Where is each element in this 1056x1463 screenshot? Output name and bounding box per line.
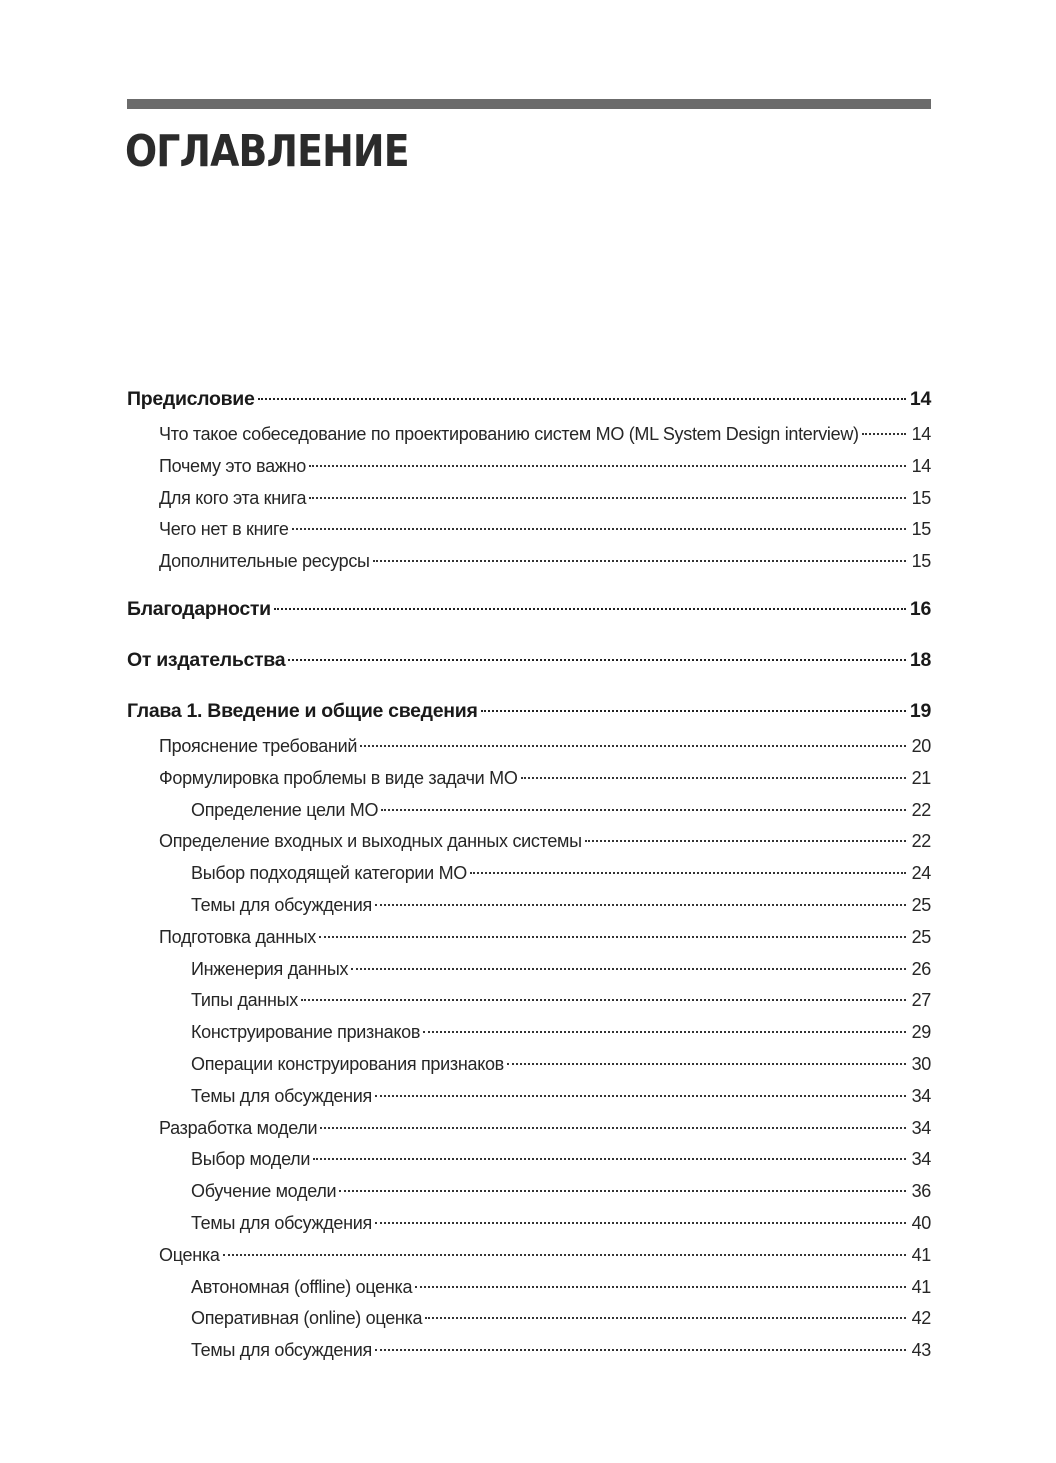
dot-leader [375,1222,906,1224]
toc-entry[interactable] [127,1240,931,1270]
toc-entry-title: Инженерия данных [191,958,349,979]
toc-entry-title: Конструирование признаков [191,1022,421,1043]
toc-entry-page: 20 [911,736,931,756]
toc-entry-title: Что такое собеседование по проектированию систем МО (ML System Design interview) [159,424,859,444]
toc-entry[interactable] [127,763,931,793]
toc-entry[interactable] [127,1017,931,1047]
dot-leader [862,433,906,435]
dot-leader [309,497,906,499]
dot-leader [507,1063,906,1065]
toc-entry-page: 34 [911,1117,931,1138]
toc-entry[interactable] [127,1081,931,1111]
dot-leader [313,1158,906,1160]
toc-entry-page: 25 [911,926,931,947]
dot-leader [470,872,906,874]
dot-leader [373,560,906,562]
toc-entry-title: Обучение модели [191,1181,337,1202]
dot-leader [292,528,906,530]
toc-entry-page: 36 [911,1181,931,1202]
toc-entry-page: 22 [911,831,931,852]
dot-leader [360,745,906,747]
toc-entry[interactable] [127,954,931,984]
toc-entry-title: От издательства [127,649,286,671]
dot-leader [423,1031,906,1033]
toc-entry-page: 15 [911,519,931,540]
dot-leader [375,1349,906,1351]
toc-entry-title: Формулировка проблемы в виде задачи МО [159,767,518,788]
toc-entry[interactable] [127,826,931,856]
toc-entry[interactable] [127,731,931,761]
dot-leader [351,968,906,970]
toc-entry-title: Операции конструирования признаков [191,1054,504,1074]
toc-entry[interactable] [127,594,931,624]
toc-entry[interactable] [127,985,931,1015]
toc-entry-title: Определение входных и выходных данных системы [159,831,582,852]
toc-entry-page: 14 [911,455,931,476]
toc-entry-page: 25 [911,895,931,915]
toc-entry-title: Чего нет в книге [159,519,289,540]
dot-leader [425,1317,906,1319]
toc-entry-page: 26 [911,958,931,979]
toc-entry-page: 34 [911,1085,931,1106]
toc-entry-title: Подготовка данных [159,926,316,947]
toc-entry-title: Прояснение требований [159,736,358,756]
dot-leader [585,840,906,842]
top-rule [127,99,931,109]
dot-leader [375,904,906,906]
toc-entry[interactable] [127,451,931,481]
toc-entry[interactable] [127,1303,931,1333]
toc-entry[interactable] [127,890,931,920]
dot-leader [309,465,906,467]
toc-entry-title: Темы для обсуждения [191,1213,372,1233]
toc-entry-title: Почему это важно [159,455,306,476]
dot-leader [301,999,906,1001]
toc-entry-page: 43 [911,1340,931,1361]
toc-entry-title: Темы для обсуждения [191,1085,372,1106]
dot-leader [288,659,906,661]
toc-entry-page: 34 [911,1149,931,1170]
dot-leader [375,1095,906,1097]
toc-entry-page: 15 [911,551,931,572]
toc-entry[interactable] [127,546,931,576]
toc-entry-title: Темы для обсуждения [191,1340,372,1361]
dot-leader [320,1127,906,1129]
toc-entry-page: 18 [909,649,931,671]
toc-entry-page: 27 [911,990,931,1011]
dot-leader [258,398,906,400]
toc-entry-page: 40 [911,1213,931,1233]
dot-leader [381,809,906,811]
toc-entry-title: Для кого эта книга [159,487,307,508]
toc-entry-page: 19 [909,700,931,722]
toc-entry[interactable] [127,1272,931,1302]
toc-entry-title: Глава 1. Введение и общие сведения [127,700,478,722]
toc-entry-page: 16 [909,598,931,620]
toc-entry[interactable] [127,419,931,449]
toc-entry-page: 14 [911,424,931,444]
toc-entry-page: 24 [911,863,931,884]
toc-entry-page: 15 [911,487,931,508]
toc-entry[interactable] [127,384,931,414]
toc-entry-page: 30 [911,1054,931,1074]
toc-entry[interactable] [127,483,931,513]
toc-entry-title: Дополнительные ресурсы [159,551,370,572]
toc-entry[interactable] [127,1113,931,1143]
toc-entry[interactable] [127,645,931,675]
toc-entry-page: 41 [911,1244,931,1265]
dot-leader [223,1254,906,1256]
toc-entry[interactable] [127,922,931,952]
dot-leader [481,710,906,712]
toc-entry-title: Темы для обсуждения [191,895,372,915]
toc-entry-page: 22 [911,799,931,820]
page-title: ОГЛАВЛЕНИЕ [125,126,409,177]
toc-entry-page: 14 [909,388,931,410]
toc-entry[interactable] [127,1335,931,1365]
toc-entry-title: Выбор модели [191,1149,311,1170]
toc-entry-title: Определение цели МО [191,799,379,820]
toc-entry-title: Предисловие [127,388,255,410]
toc-entry-page: 29 [911,1022,931,1043]
toc-entry-title: Разработка модели [159,1117,318,1138]
toc-entry-title: Типы данных [191,990,298,1011]
dot-leader [415,1286,906,1288]
dot-leader [521,777,906,779]
toc-entry[interactable] [127,795,931,825]
toc-entry-title: Выбор подходящей категории МО [191,863,468,884]
toc-entry[interactable] [127,1176,931,1206]
toc-entry[interactable] [127,514,931,544]
dot-leader [339,1190,906,1192]
toc-entry[interactable] [127,1144,931,1174]
toc-entry-page: 21 [911,767,931,788]
toc-entry-page: 41 [911,1276,931,1297]
toc-entry-page: 42 [911,1308,931,1329]
dot-leader [274,608,906,610]
toc-entry[interactable] [127,858,931,888]
dot-leader [319,936,906,938]
toc-entry[interactable] [127,1049,931,1079]
toc-entry-title: Оперативная (online) оценка [191,1308,423,1329]
toc-entry[interactable] [127,696,931,726]
toc-entry-title: Автономная (offline) оценка [191,1276,413,1297]
toc-entry[interactable] [127,1208,931,1238]
toc-entry-title: Благодарности [127,598,271,620]
toc-entry-title: Оценка [159,1244,220,1265]
